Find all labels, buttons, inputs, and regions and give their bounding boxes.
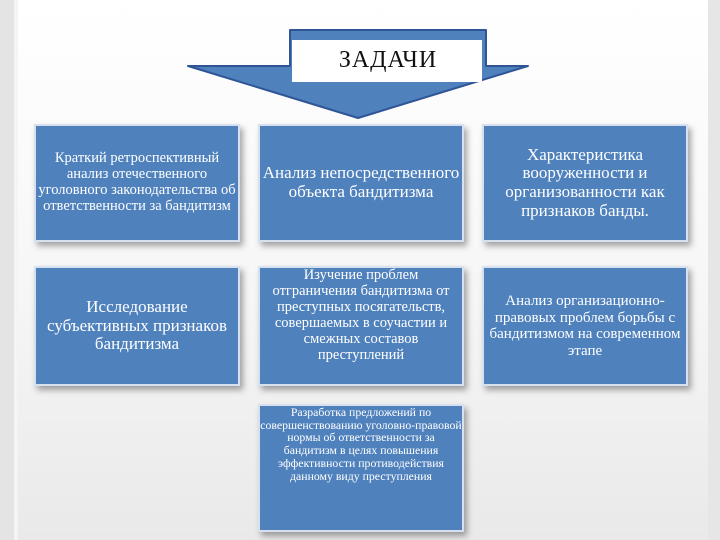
task-box-6-text: Анализ организационно-правовых проблем борьбы с бандитизмом на современном этапе (489, 293, 681, 359)
task-box-7-text: Разработка предложений по совершенствованию уголовно-правовой нормы об ответственности за бандитизм в целях повышения эффективности противодействия данному виду преступления (260, 405, 462, 483)
task-box-2 (258, 124, 464, 242)
task-box-7 (258, 404, 464, 532)
task-box-5-text: Изучение проблем отграничения бандитизма от преступных посягательств, совершаемых в соучастии и смежных составов преступлений (272, 267, 450, 363)
task-box-4 (34, 266, 240, 386)
task-box-1-text: Краткий ретроспективный анализ отечественного уголовного законодательства об ответственности за бандитизм (38, 150, 236, 214)
task-box-4-text: Исследование субъективных признаков бандитизма (47, 296, 227, 354)
right-decor-stripe (708, 0, 720, 540)
task-box-5 (258, 266, 464, 386)
task-box-1 (34, 124, 240, 242)
task-box-6 (482, 266, 688, 386)
left-decor-stripe (0, 0, 14, 540)
task-box-3 (482, 124, 688, 242)
header-title: ЗАДАЧИ (338, 46, 438, 73)
left-decor-stripe-light (14, 0, 18, 540)
task-box-3-text: Характеристика вооруженности и организованности как признаков банды. (505, 144, 665, 220)
task-box-2-text: Анализ непосредственного объекта бандитизма (262, 163, 460, 201)
